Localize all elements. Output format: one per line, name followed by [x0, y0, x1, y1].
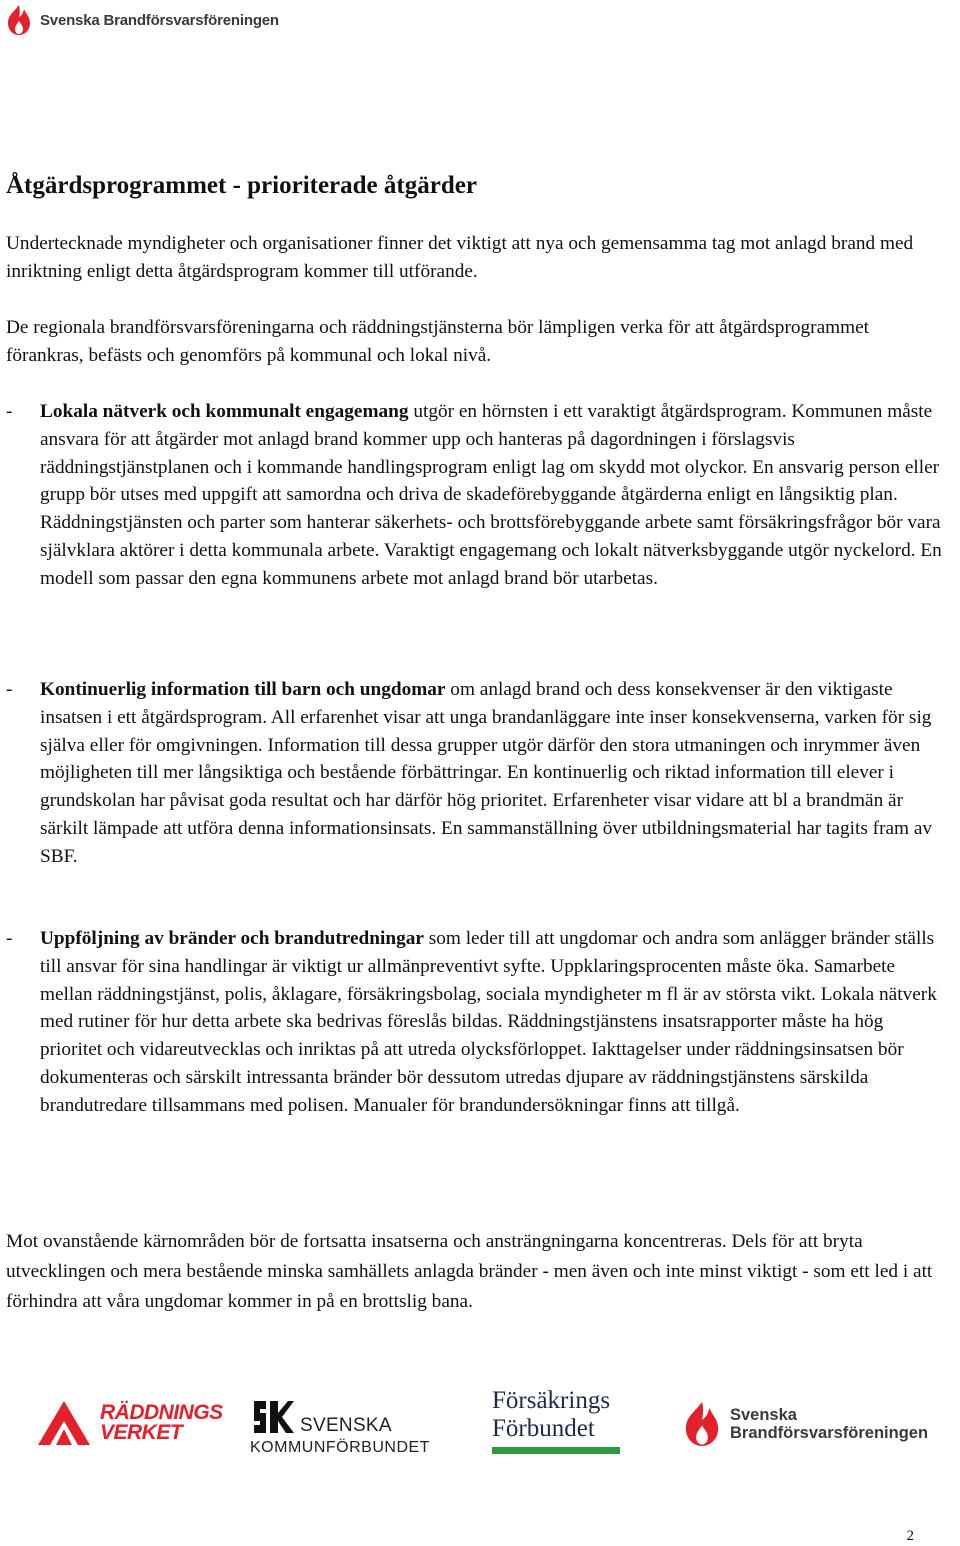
list-item-heading: Kontinuerlig information till barn och ungdomar [40, 679, 446, 700]
intro-paragraph-2: De regionala brandförsvarsföreningarna och räddningstjänsterna bör lämpligen verka för att åtgärdsprogrammet förankras, befästs och genomförs på kommunal och lokal nivå. [6, 317, 870, 366]
header-logo [4, 4, 279, 36]
list-item-heading: Uppföljning av bränder och brandutredningar [40, 928, 424, 949]
forsakringsforbundet-line2: Förbundet [492, 1415, 595, 1442]
intro-paragraph-1: Undertecknade myndigheter och organisationer finner det viktigt att nya och gemensamma tag mot anlagd brand med inriktning enligt detta åtgärdsprogram kommer till utförande. [6, 233, 914, 282]
forsakringsforbundet-line1: Försäkrings [492, 1387, 611, 1414]
page-number: 2 [906, 1528, 914, 1544]
flame-logo-icon [4, 4, 34, 36]
list-item-text: utgör en hörnsten i ett varaktigt åtgärdsprogram. Kommunen måste ansvara för att åtgärder mot anlagd brand kommer upp och hanteras på dagordningen i förslagsvis räddningstjänstplanen och i kommande handlingsprogram enligt lag om skydd mot olyckor. En ansvarig person eller grupp bör utses med uppgift att samordna och driva de skadeförebyggande åtgärderna enligt en långsiktig plan. Räddningstjänsten och parter som hanterar säkerhets- och brottsförebyggande arbete samt försäkringsfrågor bör vara självklara aktörer i detta kommunala arbete. Varaktigt engagemang och lokalt nätverksbyggande utgör nyckelord. En modell som passar den egna kommunens arbete mot anlagd brand bör utarbetas. [40, 401, 942, 589]
list-item [6, 676, 946, 871]
page-title: Åtgärdsprogrammet - prioriterade åtgärder [6, 172, 477, 199]
list-item-body [40, 925, 946, 1120]
list-item-body [40, 398, 946, 593]
kommunforbundet-line2: KOMMUNFÖRBUNDET [250, 1439, 430, 1456]
list-item-heading: Lokala nätverk och kommunalt engagemang [40, 401, 409, 422]
raddningsverket-logo [36, 1399, 223, 1447]
list-item [6, 925, 946, 1120]
sbf-line2: Brandförsvarsföreningen [730, 1424, 929, 1442]
sbf-flame-icon [680, 1399, 724, 1449]
sk-emblem-icon [250, 1397, 294, 1437]
sbf-line1: Svenska [730, 1406, 797, 1424]
raddningsverket-line2: VERKET [100, 1421, 183, 1444]
list-dash: - [6, 679, 13, 700]
list-item-text: om anlagd brand och dess konsekvenser är den viktigaste insatsen i ett åtgärdsprogram. All erfarenhet visar att unga brandanläggare inte inser konsekvenserna, varken för sig själva eller för omgivningen. Information till dessa grupper utgör därför den stora utmaningen och inrymmer även möjligheten till mer långsiktiga och bestående förbättringar. En kontinuerlig och riktad information till elever i grundskolan har påvisat goda resultat och har därför hög prioritet. Erfarenheter visar vidare att bl a brandmän är särkilt lämpade att utföra denna informationsinsats. En sammanställning över utbildningsmaterial har tagits fram av SBF. [40, 679, 933, 867]
raddningsverket-emblem-icon [36, 1399, 92, 1447]
closing-paragraph: Mot ovanstående kärnområden bör de fortsatta insatserna och ansträngningarna koncentreras. Dels för att bryta utvecklingen och mera bestående minska samhällets anlagda bränder - men även och inte minst viktigt - som ett led i att förhindra att våra ungdomar kommer in på en brottslig bana. [6, 1231, 933, 1312]
sbf-logo [680, 1399, 928, 1449]
list-item-text: som leder till att ungdomar och andra som anlägger bränder ställs till ansvar för sina handlingar är viktigt ur allmänpreventivt syfte. Uppklaringsprocenten måste öka. Samarbete mellan räddningstjänst, polis, åklagare, försäkringsbolag, sociala myndigheter m fl är av största vikt. Lokala nätverk med rutiner för hur detta arbete ska bedrivas föreslås bildas. Räddningstjänstens insatsrapporter måste ha hög prioritet och vidareutvecklas och inriktas på att utreda olycksförloppet. Iakttagelser under räddningsinsatsen bör dokumenteras och särskilt intressanta bränder bör dessutom utredas djupare av räddningstjänstens särskilda brandutredare tillsammans med polisen. Manualer för brandundersökningar finns att tillgå. [40, 928, 937, 1116]
kommunforbundet-line1: SVENSKA [300, 1415, 392, 1436]
list-dash: - [6, 401, 13, 422]
header-logo-text: Svenska Brandförsvarsföreningen [40, 11, 279, 29]
kommunforbundet-logo [250, 1397, 430, 1457]
forsakringsforbundet-logo [492, 1387, 620, 1454]
list-item [6, 398, 946, 593]
forsakringsforbundet-underline [492, 1447, 620, 1454]
list-item-body [40, 676, 946, 871]
list-dash: - [6, 928, 13, 949]
footer-logos [0, 1385, 960, 1475]
raddningsverket-line1: RÄDDNINGS [100, 1401, 223, 1424]
